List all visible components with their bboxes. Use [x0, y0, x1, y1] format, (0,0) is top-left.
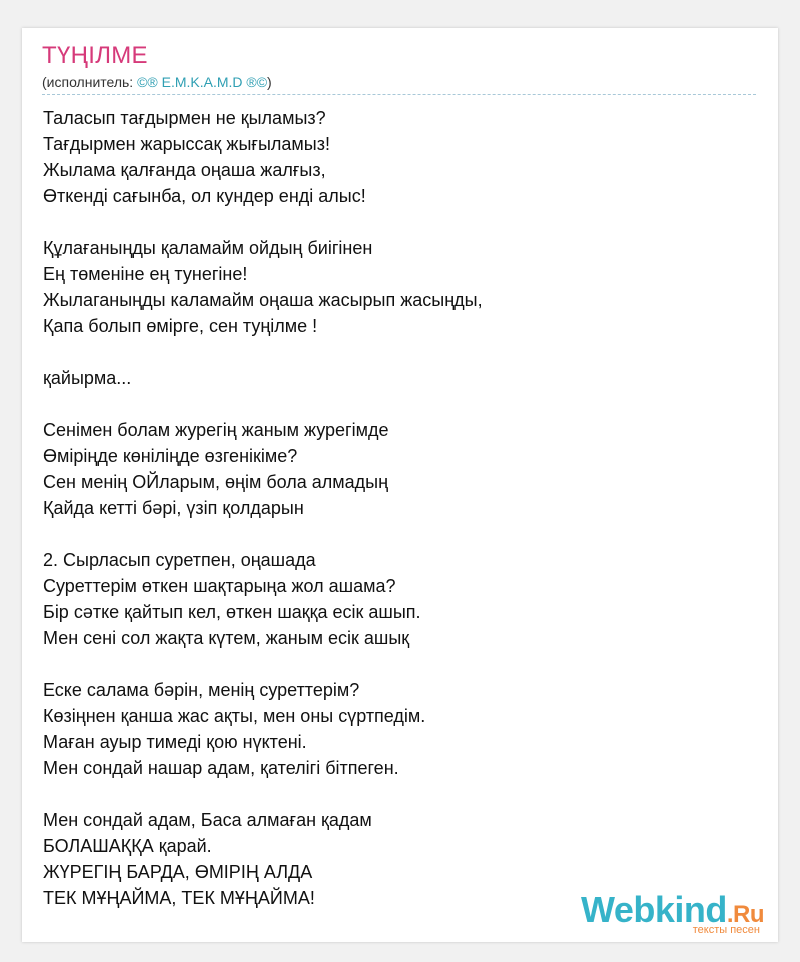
lyrics-line: Жылаганыңды каламайм оңаша жасырып жасыңды,: [43, 290, 483, 310]
brand-tagline: тексты песен: [692, 924, 760, 936]
lyrics-line: ЖҮРЕГІҢ БАРДА, ӨМІРІҢ АЛДА: [43, 862, 313, 882]
lyrics-text: [43, 105, 743, 937]
lyrics-line: Сенімен болам журегің жаным журегімде: [43, 420, 389, 440]
lyrics-stanza: [43, 365, 743, 391]
lyrics-line: Жылама қалғанда оңаша жалғыз,: [43, 160, 326, 180]
brand-name: Webkind: [580, 889, 727, 930]
lyrics-line: Өткенді сағынба, ол кундер енді алыс!: [43, 186, 366, 206]
brand-tld: .Ru: [726, 901, 764, 928]
lyrics-line: Өміріңде көніліңде өзгенікіме?: [43, 446, 298, 466]
title-divider: [42, 94, 756, 95]
lyrics-stanza: [43, 677, 743, 781]
lyrics-line: 2. Сырласып суретпен, оңашада: [43, 550, 316, 570]
performer-link[interactable]: ©® E.M.K.A.M.D ®©: [137, 74, 268, 90]
lyrics-line: Құлағаныңды қаламайм ойдың биігінен: [43, 238, 373, 258]
lyrics-line: Қапа болып өмірге, сен туңілме !: [43, 316, 318, 336]
lyrics-line: Мен сені сол жақта күтем, жаным есік ашық: [43, 628, 410, 648]
lyrics-line: ТЕК МҰҢАЙМА, ТЕК МҰҢАЙМА!: [43, 888, 315, 908]
lyrics-line: Маған ауыр тимеді қою нүктені.: [43, 732, 307, 752]
lyrics-stanza: [43, 105, 743, 209]
lyrics-card: [22, 28, 778, 942]
lyrics-line: Тағдырмен жарыссақ жығыламыз!: [43, 134, 330, 154]
webkind-logo[interactable]: [572, 890, 772, 936]
lyrics-line: қайырма...: [43, 368, 132, 388]
lyrics-stanza: [43, 235, 743, 339]
lyrics-line: Қайда кетті бәрі, үзіп қолдарын: [43, 498, 304, 518]
lyrics-line: БОЛАШАҚҚА қарай.: [43, 836, 212, 856]
lyrics-line: Ең төменіне ең тунегіне!: [43, 264, 248, 284]
performer-line: [42, 73, 272, 91]
lyrics-line: Суреттерім өткен шақтарыңа жол ашама?: [43, 576, 396, 596]
lyrics-line: Бір сәтке қайтып кел, өткен шаққа есік ашып.: [43, 602, 421, 622]
song-title: ТҮҢІЛМЕ: [42, 42, 148, 69]
lyrics-line: Мен сондай нашар адам, қателігі бітпеген.: [43, 758, 399, 778]
lyrics-line: Көзіңнен қанша жас ақты, мен оны сүртпедім.: [43, 706, 426, 726]
performer-suffix: ): [267, 74, 272, 90]
lyrics-line: Сен менің ОЙларым, өңім бола алмадың: [43, 472, 389, 492]
performer-prefix: (исполнитель:: [42, 74, 138, 90]
lyrics-stanza: [43, 417, 743, 521]
lyrics-line: Еске салама бәрін, менің суреттерім?: [43, 680, 360, 700]
lyrics-line: Мен сондай адам, Баса алмаған қадам: [43, 810, 372, 830]
lyrics-stanza: [43, 547, 743, 651]
lyrics-line: Таласып тағдырмен не қыламыз?: [43, 108, 326, 128]
